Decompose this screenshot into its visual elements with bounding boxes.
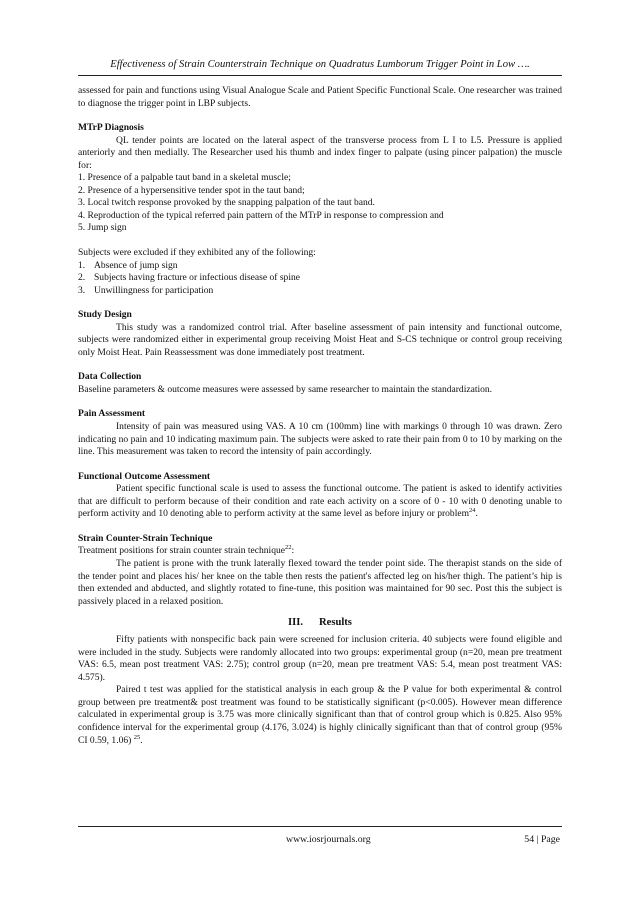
citation-ref: 24 [469,507,476,515]
results-paragraph-1: Fifty patients with nonspecific back pain were screened for inclusion criteria. 40 subjects were found eligible and were included in the study. Subjects were randomly allocated into two groups: experimental group (n=20, mean pre treatment VAS: 6.5, mean post treatment VAS: 2.75); control group (n=20, mean pre treatment VAS: 5.4, mean post treatment VAS: 4.575). [78,634,562,683]
mtrp-criterion: 3. Local twitch response provoked by the snapping palpation of the taut band. [78,197,375,209]
functional-outcome-paragraph: Patient specific functional scale is used to assess the functional outcome. The patient is asked to identify activities that are difficult to perform because of their condition and rate each activity on a score of 0 - 10 with 0 denoting unable to perform activity and 10 denoting able to perform activity at the same level as before injury or problem$^{24}$. [78,483,562,520]
data-collection-paragraph: Baseline parameters & outcome measures were assessed by same researcher to maintain the standardization. [78,383,493,395]
header-rule [78,75,562,76]
data-collection-heading: Data Collection [78,371,142,383]
scs-paragraph: The patient is prone with the trunk laterally flexed toward the tender point side. The therapist stands on the side of the tender point and places his/ her knee on the table then rests the patient's affected leg on his/her thigh. The patient’s hip is then extended and abducted, and slightly rotated to fine-tune, this position was maintained for 90 sec. Post this the subject is passively placed in a relaxed position. [78,557,562,607]
exclusion-item: 2. Subjects having fracture or infectious disease of spine [78,272,300,284]
mtrp-heading: MTrP Diagnosis [78,122,144,134]
exclusion-item: 1. Absence of jump sign [78,259,178,271]
mtrp-criterion: 1. Presence of a palpable taut band in a skeletal muscle; [78,172,291,184]
mtrp-criterion: 5. Jump sign [78,222,127,234]
page-number: 54 | Page [524,834,560,845]
citation-ref: 22 [284,544,292,552]
results-paragraph-2: Paired t test was applied for the statistical analysis in each group & the P value for both experimental & control group between pre treatment& post treatment was found to be statistically significant (p<0.005). However mean difference calculated in experimental group is 3.75 was more clinically significant than that of control group which is 0.825. Also 95% confidence interval for the experimental group (4.176, 3.024) is highly clinically significant than that of control group (95% CI 0.59, 1.06) $^{25}$. [78,684,562,746]
footer-url: www.iosrjournals.org [286,834,371,845]
results-section-heading: III. Results [288,617,352,629]
study-design-heading: Study Design [78,309,132,321]
running-header: Effectiveness of Strain Counterstrain Technique on Quadratus Lumborum Trigger Point in Low …. [110,59,530,70]
mtrp-criterion: 4. Reproduction of the typical referred pain pattern of the MTrP in response to compression and [78,209,444,221]
mtrp-paragraph: QL tender points are located on the lateral aspect of the transverse process from L I to L5. Pressure is applied anteriorly and then medially. The Researcher used his thumb and index finger to palpate (using pincer palpation) the muscle for: [78,134,562,171]
pain-assessment-paragraph: Intensity of pain was measured using VAS. A 10 cm (100mm) line with markings 0 through 10 was drawn. Zero indicating no pain and 10 indicating maximum pain. The subjects were asked to rate their pain from 0 to 10 by marking on the line. This measurement was taken to record the intensity of pain accordingly. [78,421,562,458]
exclusion-list [78,260,562,298]
mtrp-criterion: 2. Presence of a hypersensitive tender spot in the taut band; [78,184,305,196]
footer-rule [78,826,562,827]
exclusion-item: 3. Unwillingness for participation [78,284,214,296]
pain-assessment-heading: Pain Assessment [78,408,146,420]
page-body [78,85,562,747]
functional-outcome-heading: Functional Outcome Assessment [78,470,211,482]
intro-paragraph: assessed for pain and functions using Visual Analogue Scale and Patient Specific Functional Scale. One researcher was trained to diagnose the trigger point in LBP subjects. [78,85,562,109]
scs-intro: Treatment positions for strain counter strain technique$^{22}$: [78,544,295,557]
citation-ref: 25 [133,733,141,741]
study-design-paragraph: This study was a randomized control trial. After baseline assessment of pain intensity and functional outcome, subjects were randomized either in experimental group receiving Moist Heat and S-CS technique or control group receiving only Moist Heat. Pain Reassessment was done immediately post treatment. [78,321,562,358]
exclusion-intro: Subjects were excluded if they exhibited any of the following: [78,247,316,259]
scs-heading: Strain Counter-Strain Technique [78,532,213,544]
